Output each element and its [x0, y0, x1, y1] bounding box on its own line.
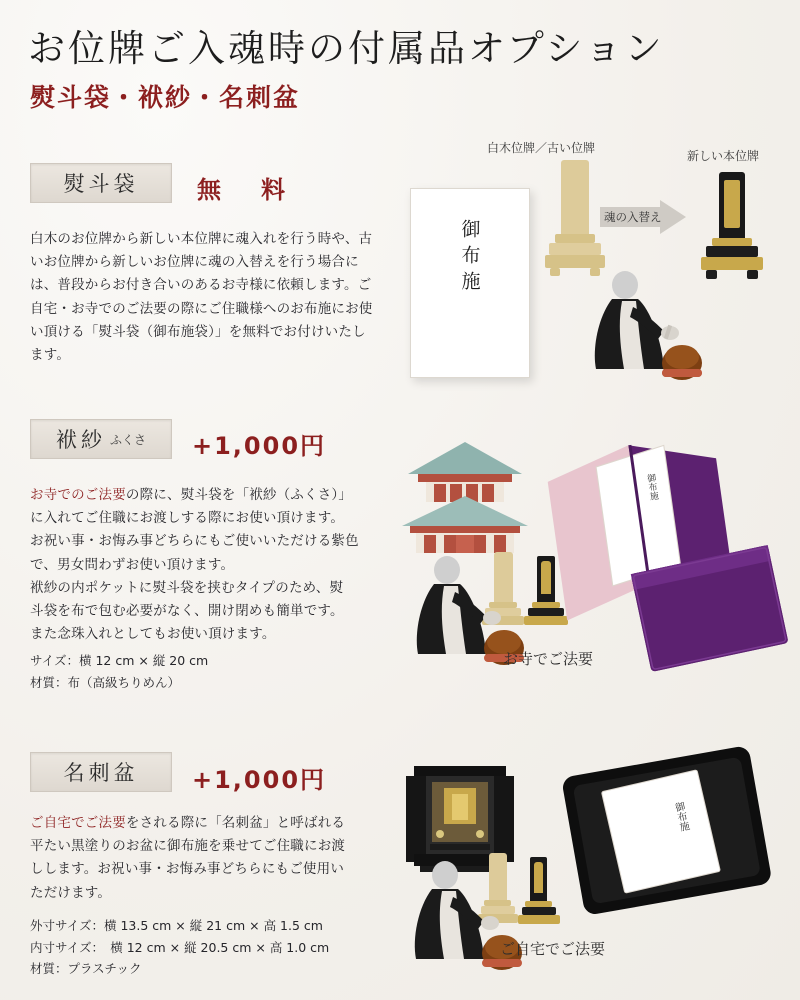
monk-illustration	[578, 265, 708, 385]
label-new-tablet: 新しい本位牌	[687, 149, 760, 163]
body-line: ただけます。	[30, 884, 112, 901]
body-line: で、男女問わずお使い頂けます。	[30, 556, 235, 573]
price-noshibukuro: 無 料	[197, 176, 293, 204]
envelope-text: 御布施	[458, 219, 481, 297]
body-line: しします。お祝い事・お悔み事どちらにもご使用い	[30, 861, 345, 878]
body-line: また念珠入れとしてもお使い頂けます。	[30, 626, 276, 643]
body-line: 平たい黒塗りのお盆に御布施を乗せてご住職にお渡	[30, 838, 346, 855]
body-line: に入れてご住職にお渡しする際にお使い頂けます。	[30, 510, 345, 527]
section-plate-kana: ふくさ	[109, 432, 146, 447]
spec-line: サイズ：横 12 cm × 縦 20 cm	[30, 653, 209, 668]
body-highlight: ご自宅でご法要	[30, 815, 126, 831]
envelope-illustration	[410, 188, 530, 378]
price-meishibon: +1,000円	[192, 766, 327, 794]
spec-line: 材質：布（高級ちりめん）	[30, 674, 181, 690]
body-line: お祝い事・お悔み事どちらにもご使いいただける紫色	[30, 533, 359, 550]
spec-line: 外寸サイズ：横 13.5 cm × 縦 21 cm × 高 1.5 cm	[30, 918, 323, 933]
specs-fukusa	[30, 650, 208, 693]
meishibon-tray-illustration	[555, 742, 785, 932]
body-line: をされる際に「名刺盆」と呼ばれる	[125, 815, 346, 831]
body-line: 袱紗の内ポケットに熨斗袋を挟むタイプのため、熨	[30, 579, 344, 596]
section-plate-meishibon	[30, 752, 172, 792]
page-subtitle: 熨斗袋・袱紗・名刺盆	[30, 83, 301, 112]
price-fukusa: +1,000円	[192, 432, 327, 460]
old-tablet-icon	[545, 160, 605, 278]
section-plate-label: 袱紗	[55, 428, 106, 452]
transfer-arrow-icon	[600, 200, 686, 234]
body-line: の際に、熨斗袋を「袱紗（ふくさ）」	[125, 487, 353, 503]
body-fukusa	[30, 484, 400, 647]
label-old-tablet: 白木位牌／古い位牌	[487, 141, 596, 155]
specs-meishibon	[30, 915, 329, 980]
section-plate-fukusa	[30, 419, 172, 459]
body-meishibon	[30, 812, 400, 905]
section-plate-label: 熨斗袋	[63, 172, 139, 196]
new-tablet-icon	[700, 172, 764, 287]
body-line: 斗袋を布で包む必要がなく、開け閉めも簡単です。	[30, 603, 344, 620]
section-plate-noshibukuro	[30, 163, 172, 203]
caption-meishibon: ご自宅でご法要	[500, 940, 606, 958]
svg-text:御布施: 御布施	[671, 801, 690, 833]
page-title: お位牌ご入魂時の付属品オプション	[28, 27, 665, 70]
arrow-label: 魂の入替え	[604, 210, 662, 224]
body-noshibukuro: 白木のお位牌から新しい本位牌に魂入れを行う時や、古いお位牌から新しいお位牌に魂の入替えを行う場合には、普段からお付き合いのあるお寺様に依頼します。ご自宅・お寺でのご法要の際にご住職様へのお布施にお使い頂ける「熨斗袋（御布施袋）」を無料でお付けいたします。	[30, 231, 373, 364]
temple-illustration	[400, 440, 530, 555]
fukusa-closed-illustration	[620, 540, 800, 680]
svg-text:御布施: 御布施	[644, 472, 659, 502]
spec-line: 材質：プラスチック	[30, 961, 142, 976]
caption-fukusa: お寺でご法要	[503, 650, 594, 668]
spec-line: 内寸サイズ： 横 12 cm × 縦 20.5 cm × 高 1.0 cm	[30, 939, 330, 955]
body-highlight: お寺でのご法要	[30, 487, 126, 503]
section-plate-label: 名刺盆	[63, 761, 139, 785]
